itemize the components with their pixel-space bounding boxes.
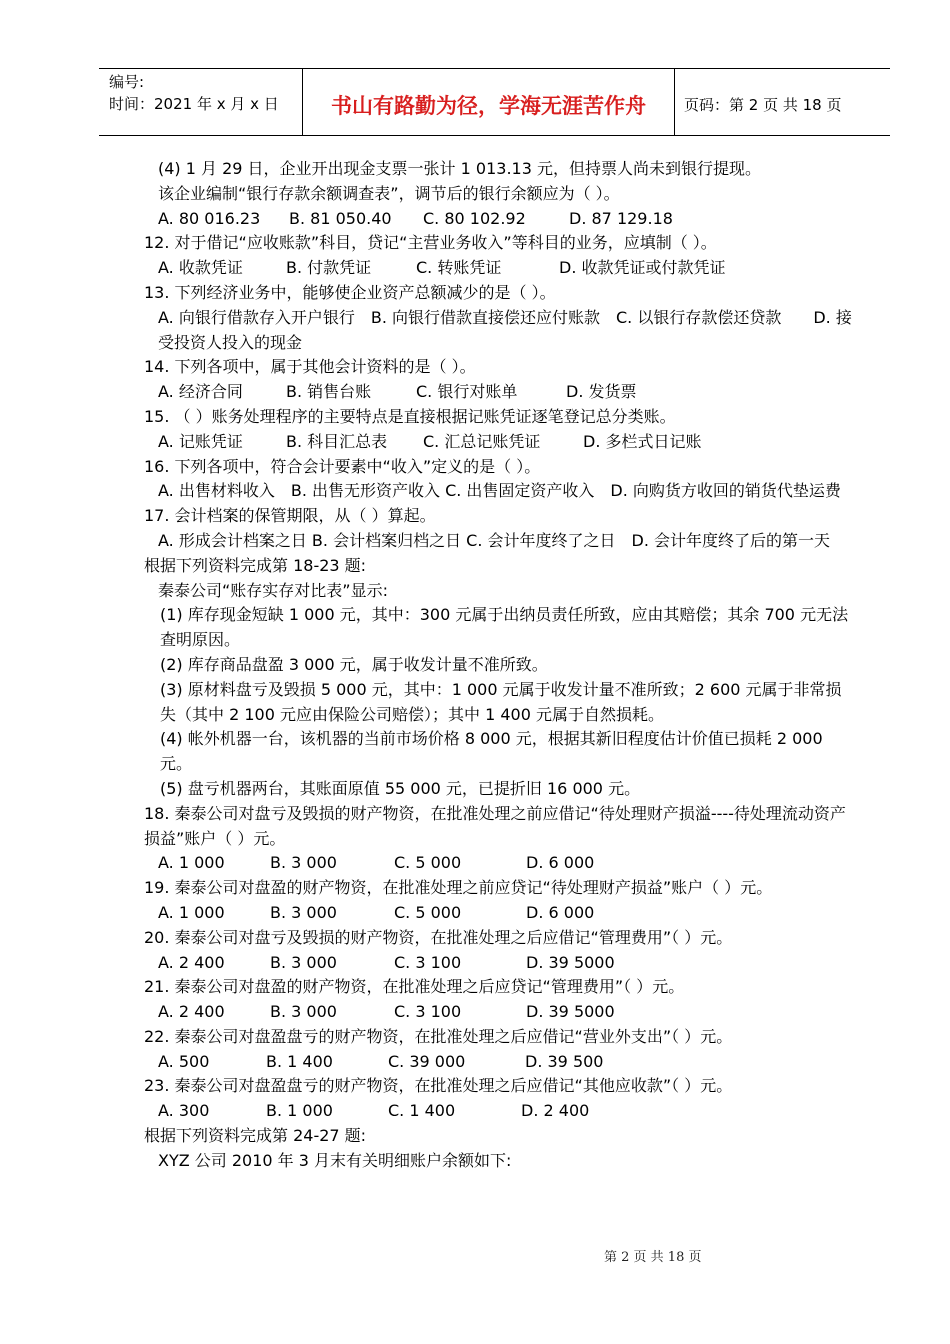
text-line: 21. 秦泰公司对盘盈的财产物资，在批准处理之后应贷记“管理费用”（ ）元。 <box>144 977 685 997</box>
text-line: 17. 会计档案的保管期限，从（ ）算起。 <box>144 506 436 526</box>
answer-option: B. 3 000 <box>270 1002 337 1022</box>
answer-option: D. 39 500 <box>525 1051 604 1071</box>
answer-options <box>144 256 854 281</box>
page-header <box>99 68 890 136</box>
answer-options <box>144 1000 854 1025</box>
answer-options <box>144 901 854 926</box>
answer-option: C. 3 100 <box>394 952 462 972</box>
text-line: 20. 秦泰公司对盘亏及毁损的财产物资，在批准处理之后应借记“管理费用”（ ）元。 <box>144 927 733 947</box>
answer-option: A. 300 <box>158 1101 210 1121</box>
answer-option: C. 5 000 <box>394 853 462 873</box>
answer-options <box>144 430 854 455</box>
answer-option: D. 39 5000 <box>526 952 615 972</box>
document-body <box>144 157 854 1174</box>
text-line: (4) 帐外机器一台，该机器的当前市场价格 8 000 元，根据其新旧程度估计价值已损耗 2 000 元。 <box>160 729 823 774</box>
answer-option: B. 付款凭证 <box>286 258 372 278</box>
answer-option: B. 销售台账 <box>286 382 372 402</box>
text-line: 22. 秦泰公司对盘盈盘亏的财产物资，在批准处理之后应借记“营业外支出”（ ）元。 <box>144 1026 733 1046</box>
answer-option: A. 记账凭证 <box>158 431 243 451</box>
answer-option: B. 1 400 <box>266 1051 333 1071</box>
header-meta <box>99 69 302 135</box>
answer-option: D. 6 000 <box>526 853 595 873</box>
answer-option: A. 500 <box>158 1051 210 1071</box>
answer-option: B. 科目汇总表 <box>286 431 388 451</box>
answer-options <box>144 851 854 876</box>
text-line: 13. 下列经济业务中，能够使企业资产总额减少的是（ ）。 <box>144 282 556 302</box>
text-line: (1) 库存现金短缺 1 000 元，其中：300 元属于出纳员责任所致，应由其赔偿；其余 700 元无法查明原因。 <box>160 605 849 650</box>
text-line: A. 形成会计档案之日 B. 会计档案归档之日 C. 会计年度终了之日 D. 会计年度终了后的第一天 <box>158 530 830 550</box>
text-line: 18. 秦泰公司对盘亏及毁损的财产物资，在批准处理之前应借记“待处理财产损溢----待处理流动资产损益”账户（ ）元。 <box>144 803 846 848</box>
answer-option: C. 1 400 <box>388 1101 456 1121</box>
answer-option: D. 多栏式日记账 <box>583 431 702 451</box>
answer-option: C. 银行对账单 <box>416 382 518 402</box>
text-line: 15. （ ）账务处理程序的主要特点是直接根据记账凭证逐笔登记总分类账。 <box>144 406 676 426</box>
text-line: (5) 盘亏机器两台，其账面原值 55 000 元，已提折旧 16 000 元。 <box>160 778 641 798</box>
answer-options <box>144 1099 854 1124</box>
answer-option: A. 2 400 <box>158 952 225 972</box>
answer-options <box>144 1050 854 1075</box>
text-line: 19. 秦泰公司对盘盈的财产物资，在批准处理之前应贷记“待处理财产损益”账户（ ）元。 <box>144 878 773 898</box>
answer-option: A. 1 000 <box>158 853 225 873</box>
text-line: 16. 下列各项中，符合会计要素中“收入”定义的是（ ）。 <box>144 456 541 476</box>
answer-option: D. 87 129.18 <box>569 208 673 228</box>
answer-option: C. 转账凭证 <box>416 258 502 278</box>
answer-option: C. 汇总记账凭证 <box>423 431 541 451</box>
page-footer: 第 2 页 共 18 页 <box>604 1250 702 1265</box>
text-line: 该企业编制“银行存款余额调查表”，调节后的银行余额应为（ ）。 <box>158 183 620 203</box>
answer-option: B. 1 000 <box>266 1101 333 1121</box>
answer-option: A. 1 000 <box>158 902 225 922</box>
text-line: (3) 原材料盘亏及毁损 5 000 元，其中：1 000 元属于收发计量不准所致；2 600 元属于非常损失（其中 2 100 元应由保险公司赔偿）；其中 1 400 元属于自然损耗。 <box>160 679 842 724</box>
text-line: A. 向银行借款存入开户银行 B. 向银行借款直接偿还应付账款 C. 以银行存款偿还贷款 D. 接受投资人投入的现金 <box>158 307 852 352</box>
answer-option: C. 3 100 <box>394 1002 462 1022</box>
doc-number-label: 编号: <box>109 73 145 91</box>
text-line: XYZ 公司 2010 年 3 月末有关明细账户余额如下: <box>158 1150 512 1170</box>
text-line: (2) 库存商品盘盈 3 000 元，属于收发计量不准所致。 <box>160 654 548 674</box>
doc-time-label: 时间：2021 年 x 月 x 日 <box>109 95 279 113</box>
answer-option: D. 发货票 <box>566 382 637 402</box>
header-motto: 书山有路勤为径，学海无涯苦作舟 <box>302 69 675 135</box>
text-line: 根据下列资料完成第 24-27 题: <box>144 1126 367 1146</box>
answer-options <box>144 951 854 976</box>
text-line: 秦泰公司“账存实存对比表”显示: <box>158 580 388 600</box>
answer-option: D. 6 000 <box>526 902 595 922</box>
text-line: A. 出售材料收入 B. 出售无形资产收入 C. 出售固定资产收入 D. 向购货方收回的销货代垫运费 <box>158 481 841 501</box>
answer-option: B. 3 000 <box>270 853 337 873</box>
answer-options <box>144 380 854 405</box>
header-page-info: 页码：第 2 页 共 18 页 <box>684 95 842 114</box>
text-line: (4) 1 月 29 日，企业开出现金支票一张计 1 013.13 元，但持票人尚未到银行提现。 <box>158 159 761 178</box>
answer-option: B. 3 000 <box>270 952 337 972</box>
text-line: 23. 秦泰公司对盘盈盘亏的财产物资，在批准处理之后应借记“其他应收款”（ ）元。 <box>144 1076 733 1096</box>
answer-option: B. 81 050.40 <box>289 208 392 228</box>
text-line: 根据下列资料完成第 18-23 题: <box>144 555 367 575</box>
answer-option: C. 80 102.92 <box>423 208 526 228</box>
answer-option: A. 2 400 <box>158 1002 225 1022</box>
answer-option: A. 经济合同 <box>158 382 243 402</box>
answer-option: C. 39 000 <box>388 1051 466 1071</box>
answer-option: D. 收款凭证或付款凭证 <box>559 258 726 278</box>
text-line: 14. 下列各项中，属于其他会计资料的是（ ）。 <box>144 357 476 377</box>
answer-option: A. 收款凭证 <box>158 258 243 278</box>
answer-option: C. 5 000 <box>394 902 462 922</box>
answer-option: D. 39 5000 <box>526 1002 615 1022</box>
text-line: 12. 对于借记“应收账款”科目，贷记“主营业务收入”等科目的业务，应填制（ ）。 <box>144 233 717 253</box>
answer-options <box>144 207 854 232</box>
answer-option: A. 80 016.23 <box>158 208 261 228</box>
answer-option: D. 2 400 <box>521 1101 590 1121</box>
answer-option: B. 3 000 <box>270 902 337 922</box>
